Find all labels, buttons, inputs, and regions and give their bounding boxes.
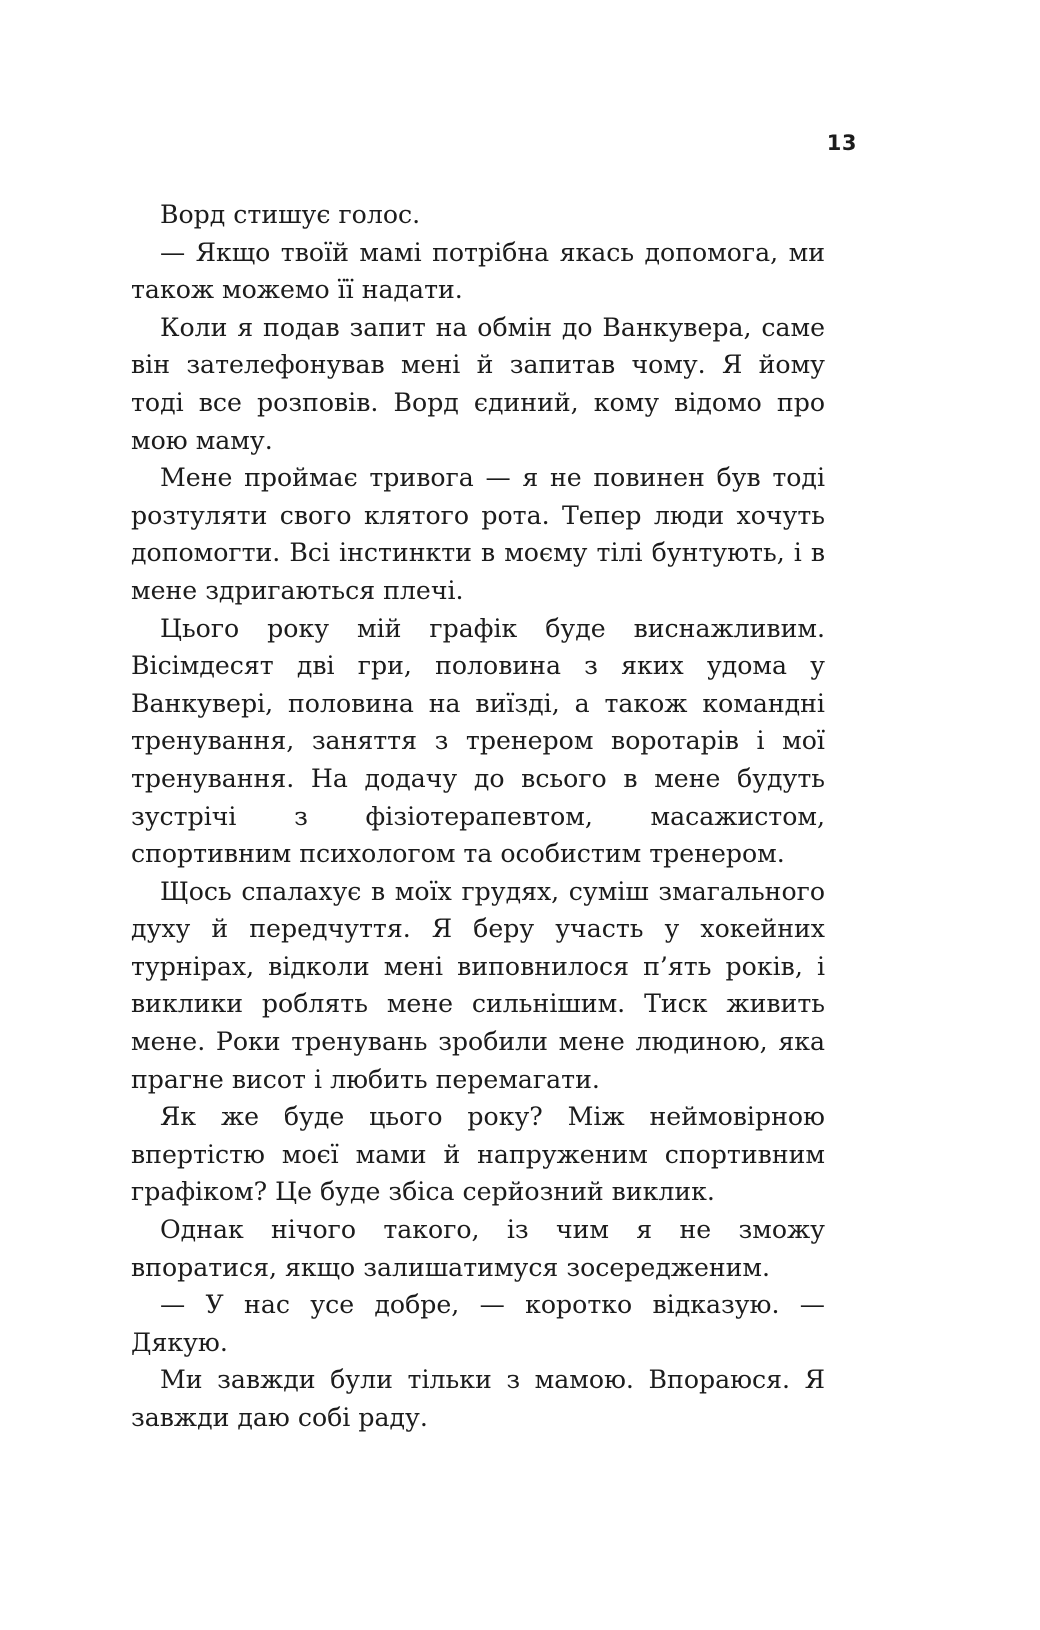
paragraph: — Якщо твоїй мамі потрібна якась допомога, ми також можемо її надати. xyxy=(131,237,825,305)
paragraph: Ми завжди були тільки з мамою. Впораюся. Я завжди даю собі раду. xyxy=(131,1365,825,1432)
paragraph: Ворд стишує голос. xyxy=(160,200,421,229)
paragraph: Цього року мій графік буде виснажливим. Вісімдесят дві гри, половина з яких удома у Ванкувері, половина на виїзді, а також командні тренування, заняття з тренером воротарів і мої тренування. На додачу до всього в мене будуть зустрічі з фізіотерапевтом, масажистом, спортивним психологом та особистим тренером. xyxy=(131,613,825,869)
body-text xyxy=(131,196,825,1437)
paragraph: — У нас усе добре, — коротко відказую. — Дякую. xyxy=(131,1290,825,1357)
paragraph: Коли я подав запит на обмін до Ванкувера, саме він зателефонував мені й запитав чому. Я йому тоді все розповів. Ворд єдиний, кому відомо про мою маму. xyxy=(131,312,825,455)
paragraph: Мене проймає тривога — я не повинен був тоді розтуляти свого клятого рота. Тепер люди хочуть допомогти. Всі інстинкти в моєму тілі бунтують, і в мене здригаються плечі. xyxy=(131,463,825,605)
paragraph: Однак нічого такого, із чим я не зможу впоратися, якщо залишатимуся зосередженим. xyxy=(131,1215,825,1282)
paragraph: Щось спалахує в моїх грудях, суміш змагального духу й передчуття. Я беру участь у хокейних турнірах, відколи мені виповнилося п’ять років, і виклики роблять мене сильнішим. Тиск живить мене. Роки тренувань зробили мене людиною, яка прагне висот і любить перемагати. xyxy=(131,876,825,1094)
page-number: 13 xyxy=(826,131,857,155)
paragraph: Як же буде цього року? Між неймовірною впертістю моєї мами й напруженим спортивним графіком? Це буде збіса серйозний виклик. xyxy=(131,1102,825,1207)
